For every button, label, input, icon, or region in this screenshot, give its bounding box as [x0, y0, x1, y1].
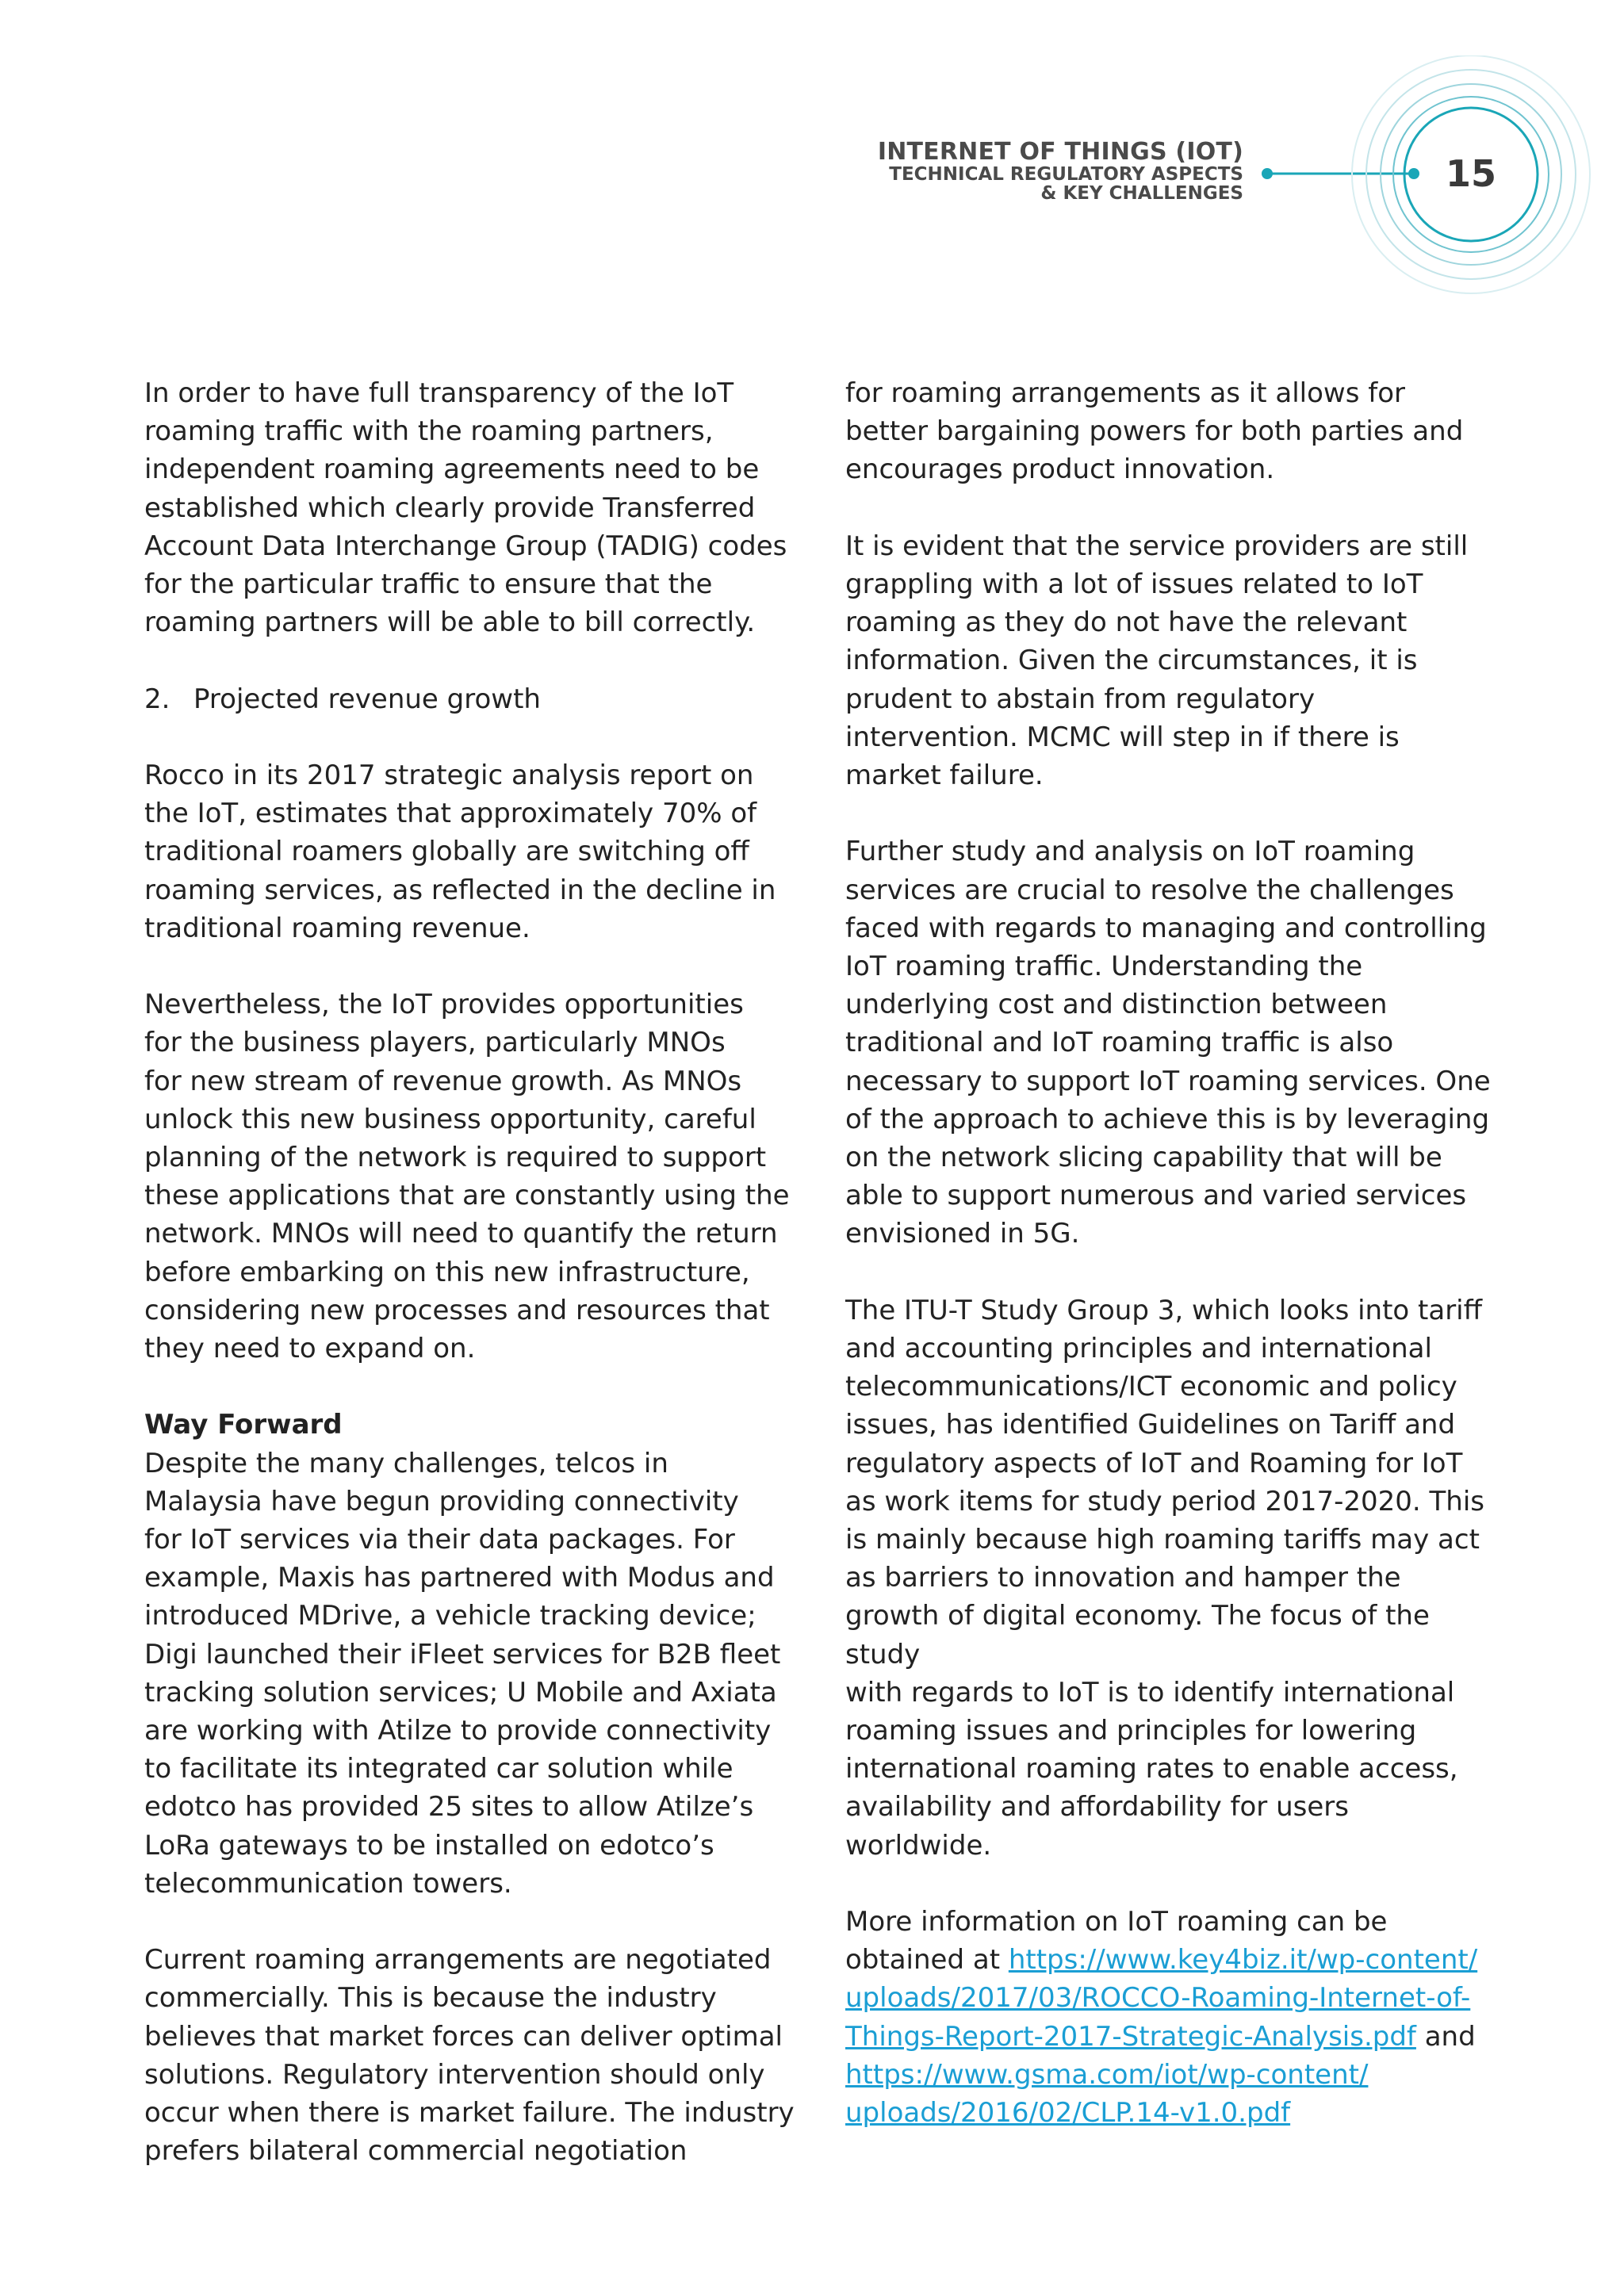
list-text: Projected revenue growth — [193, 683, 541, 715]
list-number: 2. — [144, 683, 170, 715]
paragraph-tadig: In order to have full transparency of the IoT roaming traffic with the roaming partners, independent roaming agreements need to be established which clearly provide Transferred Account Data Interchange Group (TADIG) codes for the particular traffic to ensure that the roaming partners will be able to bill correctly. — [144, 377, 787, 639]
left-column — [144, 374, 795, 2170]
paragraph-more-information: More information on IoT roaming can be obtained at https://www.key4biz.it/wp-content/ uploads/2017/03/ROCCO-Roaming-Internet-of- Things-Report-2017-Strategic-Analysis.pdf and https://www.gsma.com/iot/wp-content/ uploads/2016/02/CLP.14-v1.0.pdf — [845, 1906, 1478, 2130]
list-item-projected-revenue — [144, 680, 795, 718]
link-rocco-report-part1[interactable]: https://www.key4biz.it/wp-content/ — [1008, 1944, 1478, 1976]
paragraph-bargaining: for roaming arrangements as it allows for better bargaining powers for both parties and encourages product innovation. — [845, 377, 1464, 486]
paragraph-further-study: Further study and analysis on IoT roaming services are crucial to resolve the challenges faced with regards to managing and controlling IoT roaming traffic. Understanding the underlying cost and distinction between traditional and IoT roaming traffic is also necessary to support IoT roaming services. One of the approach to achieve this is by leveraging on the network slicing capability that will be able to support numerous and varied services envisioned in 5G. — [845, 836, 1491, 1250]
header-subtitle-line2: & KEY CHALLENGES — [1040, 182, 1243, 204]
header-subtitle-line1: TECHNICAL REGULATORY ASPECTS — [889, 163, 1243, 185]
page-number: 15 — [1445, 152, 1496, 195]
link-rocco-report-part2[interactable]: uploads/2017/03/ROCCO-Roaming-Internet-of- — [845, 1982, 1471, 2015]
link-gsma-part2[interactable]: uploads/2016/02/CLP.14-v1.0.pdf — [845, 2097, 1291, 2130]
paragraph-opportunities: Nevertheless, the IoT provides opportunities for the business players, particularly MNOs for new stream of revenue growth. As MNOs unlock this new business opportunity, careful planning of the network is required to support these applications that are constantly using the network. MNOs will need to quantify the return before embarking on this new infrastructure, considering new processes and resources that they need to expand on. — [144, 989, 790, 1365]
section-heading-way-forward: Way Forward — [144, 1409, 343, 1441]
page-header — [878, 140, 1243, 203]
paragraph-telcos: Despite the many challenges, telcos in Malaysia have begun providing connectivity for IoT services via their data packages. For example, Maxis has partnered with Modus and introduced MDrive, a vehicle tracking device; Digi launched their iFleet services for B2B fleet tracking solution services; U Mobile and Axiata are working with Atilze to provide connectivity to facilitate its integrated car solution while edotco has provided 25 sites to allow Atilze’s LoRa gateways to be installed on edotco’s telecommunication towers. — [144, 1447, 781, 1900]
header-title: INTERNET OF THINGS (IOT) — [877, 138, 1243, 166]
link-gsma-part1[interactable]: https://www.gsma.com/iot/wp-content/ — [845, 2058, 1369, 2091]
link-rocco-report-part3[interactable]: Things-Report-2017-Strategic-Analysis.pdf — [845, 2020, 1416, 2053]
paragraph-itu-t: The ITU-T Study Group 3, which looks into tariff and accounting principles and international telecommunications/ICT economic and policy issues, has identified Guidelines on Tariff and regulatory aspects of IoT and Roaming for IoT as work items for study period 2017-2020. This is mainly because high roaming tariffs may act as barriers to innovation and hamper the growth of digital economy. The focus of the study with regards to IoT is to identify international roaming issues and principles for lowering international roaming rates to enable access, availability and affordability for users worldwide. — [845, 1294, 1484, 1862]
paragraph-roaming-arrangements: Current roaming arrangements are negotiated commercially. This is because the industry believes that market forces can deliver optimal solutions. Regulatory intervention should only occur when there is market failure. The industry prefers bilateral commercial negotiation — [144, 1944, 795, 2168]
right-column — [845, 374, 1491, 2132]
paragraph-service-providers: It is evident that the service providers are still grappling with a lot of issues related to IoT roaming as they do not have the relevant information. Given the circumstances, it is prudent to abstain from regulatory intervention. MCMC will step in if there is market failure. — [845, 530, 1469, 792]
paragraph-rocco: Rocco in its 2017 strategic analysis report on the IoT, estimates that approximately 70% of traditional roamers globally are switching off roaming services, as reflected in the decline in traditional roaming revenue. — [144, 760, 776, 944]
